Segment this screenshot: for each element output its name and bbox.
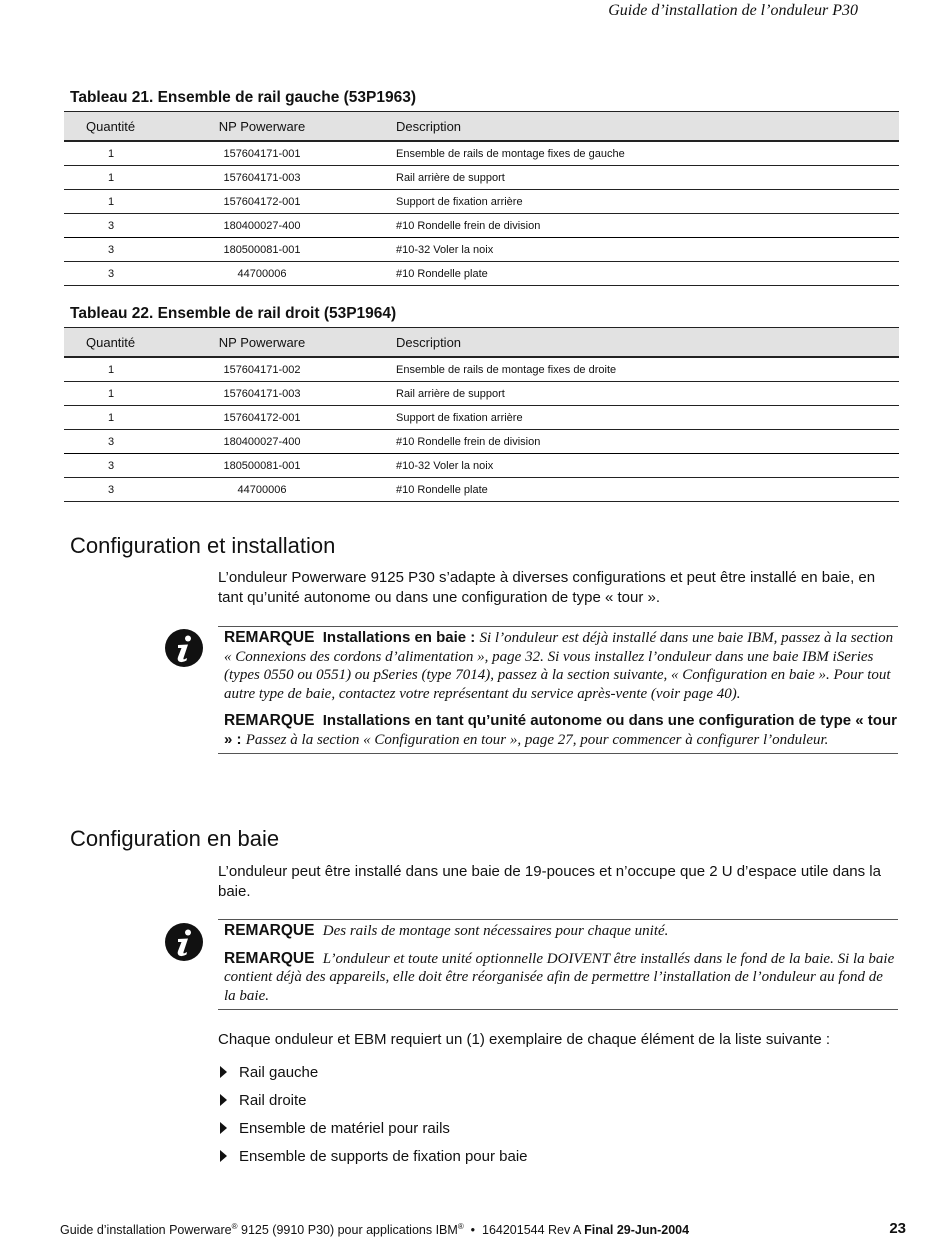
- note-lead: Installations en baie :: [322, 629, 476, 646]
- footer-text: Guide d’installation Powerware: [60, 1223, 232, 1238]
- note-standalone-installations: [224, 712, 898, 749]
- column-header-description: Description: [332, 112, 899, 142]
- cell-part-number: 157604172-001: [192, 406, 332, 430]
- table-21-body: [64, 141, 899, 286]
- list-intro: Chaque onduleur et EBM requiert un (1) exemplaire de chaque élément de la liste suivante :: [218, 1031, 831, 1048]
- running-header: Guide d’installation de l’onduleur P30: [608, 2, 858, 19]
- note-box-installation: [218, 626, 898, 754]
- cell-description: #10 Rondelle plate: [332, 262, 899, 286]
- column-header-quantity: Quantité: [64, 112, 192, 142]
- cell-quantity: 3: [64, 238, 192, 262]
- cell-part-number: 180500081-001: [192, 454, 332, 478]
- table-22-body: [64, 357, 899, 502]
- cell-quantity: 1: [64, 141, 192, 166]
- bullet-triangle-icon: [220, 1122, 227, 1134]
- table-row: [64, 190, 899, 214]
- cell-description: Rail arrière de support: [332, 382, 899, 406]
- column-header-part-number: NP Powerware: [192, 112, 332, 142]
- note-text: Si l’onduleur est déjà installé dans une baie IBM, passez à la section « Connexions des cordons d’alimentation », page 32. Si vous installez l’onduleur dans une baie IBM iSeries (types 0550 ou 0551) ou pSeries (type 7014), passez à la section suivante, « Configuration en baie ». Pour tout autre type de baie, contactez votre représentant du service après-vente (voir page 40).: [224, 630, 894, 702]
- footer-text: 9125 (9910 P30) pour applications IBM: [237, 1223, 458, 1238]
- section-heading-configuration-installation: Configuration et installation: [70, 533, 336, 558]
- table-22-title: Tableau 22. Ensemble de rail droit (53P1964): [70, 305, 397, 322]
- cell-quantity: 1: [64, 357, 192, 382]
- list-item-text: Rail gauche: [239, 1063, 319, 1081]
- note-keyword: REMARQUE: [224, 712, 315, 729]
- note-text: Des rails de montage sont nécessaires pour chaque unité.: [322, 923, 669, 939]
- cell-part-number: 157604171-003: [192, 382, 332, 406]
- list-item-text: Ensemble de supports de fixation pour baie: [239, 1147, 528, 1165]
- bullet-triangle-icon: [220, 1094, 227, 1106]
- column-header-part-number: NP Powerware: [192, 328, 332, 358]
- note-bottom-of-rack: [224, 950, 898, 1006]
- note-box-rack: [218, 919, 898, 1010]
- cell-quantity: 3: [64, 478, 192, 502]
- registered-mark: ®: [457, 1222, 464, 1231]
- table-row: [64, 214, 899, 238]
- cell-description: Rail arrière de support: [332, 166, 899, 190]
- section2-body: L’onduleur peut être installé dans une baie de 19-pouces et n’occupe que 2 U d’espace utile dans la baie.: [218, 863, 881, 900]
- cell-description: Support de fixation arrière: [332, 406, 899, 430]
- cell-description: Ensemble de rails de montage fixes de gauche: [332, 141, 899, 166]
- table-21: [64, 111, 899, 286]
- registered-mark: ®: [231, 1222, 238, 1231]
- list-item-text: Ensemble de matériel pour rails: [239, 1119, 450, 1137]
- list-item: [218, 1086, 528, 1114]
- table-row: [64, 238, 899, 262]
- note-text: L’onduleur et toute unité optionnelle DOIVENT être installés dans le fond de la baie. Si la baie contient déjà des appareils, elle doit être réorganisée afin de permettre l’installation de l’onduleur au fond de la baie.: [224, 950, 895, 1004]
- table-row: [64, 478, 899, 502]
- note-keyword: REMARQUE: [224, 949, 315, 967]
- table-row: [64, 166, 899, 190]
- cell-quantity: 1: [64, 166, 192, 190]
- note-mounting-rails: [224, 922, 898, 941]
- cell-part-number: 157604171-001: [192, 141, 332, 166]
- cell-description: #10-32 Voler la noix: [332, 454, 899, 478]
- cell-part-number: 157604171-002: [192, 357, 332, 382]
- cell-quantity: 3: [64, 454, 192, 478]
- bullet-triangle-icon: [220, 1066, 227, 1078]
- footer-doc-number: • 164201544 Rev A: [463, 1223, 585, 1238]
- table-row: [64, 357, 899, 382]
- page-footer: [60, 1222, 689, 1237]
- cell-quantity: 3: [64, 262, 192, 286]
- table-header-row: [64, 112, 899, 142]
- cell-quantity: 3: [64, 214, 192, 238]
- cell-part-number: 44700006: [192, 478, 332, 502]
- table-row: [64, 141, 899, 166]
- table-header-row: [64, 328, 899, 358]
- cell-description: #10 Rondelle plate: [332, 478, 899, 502]
- table-21-title: Tableau 21. Ensemble de rail gauche (53P1963): [70, 89, 417, 106]
- table-row: [64, 454, 899, 478]
- note-text: Passez à la section « Configuration en tour », page 27, pour commencer à configurer l’onduleur.: [245, 731, 829, 748]
- note-keyword: REMARQUE: [224, 922, 315, 939]
- cell-description: Support de fixation arrière: [332, 190, 899, 214]
- cell-description: #10-32 Voler la noix: [332, 238, 899, 262]
- table-row: [64, 262, 899, 286]
- table-row: [64, 382, 899, 406]
- list-item-text: Rail droite: [239, 1091, 307, 1109]
- note-keyword: REMARQUE: [224, 629, 315, 646]
- table-22: [64, 327, 899, 502]
- cell-description: Ensemble de rails de montage fixes de droite: [332, 357, 899, 382]
- cell-part-number: 157604171-003: [192, 166, 332, 190]
- column-header-description: Description: [332, 328, 899, 358]
- cell-part-number: 180400027-400: [192, 430, 332, 454]
- table-row: [64, 406, 899, 430]
- list-item: [218, 1114, 528, 1142]
- list-item: [218, 1142, 528, 1170]
- section-heading-configuration-en-baie: Configuration en baie: [70, 826, 280, 851]
- cell-quantity: 1: [64, 406, 192, 430]
- note-rack-installations: [224, 629, 898, 703]
- list-item: [218, 1058, 528, 1086]
- column-header-quantity: Quantité: [64, 328, 192, 358]
- table-row: [64, 430, 899, 454]
- bullet-triangle-icon: [220, 1150, 227, 1162]
- required-items-list: [218, 1058, 528, 1170]
- cell-part-number: 180400027-400: [192, 214, 332, 238]
- cell-quantity: 1: [64, 190, 192, 214]
- note-lead: Installations en tant qu’unité autonome ou dans une configuration de type « tour » :: [224, 712, 897, 748]
- cell-part-number: 157604172-001: [192, 190, 332, 214]
- cell-quantity: 3: [64, 430, 192, 454]
- cell-description: #10 Rondelle frein de division: [332, 214, 899, 238]
- cell-part-number: 180500081-001: [192, 238, 332, 262]
- info-icon: [164, 922, 204, 962]
- section1-body: L’onduleur Powerware 9125 P30 s’adapte à diverses configurations et peut être installé en baie, en tant qu’unité autonome ou dans une configuration de type « tour ».: [218, 569, 876, 606]
- cell-quantity: 1: [64, 382, 192, 406]
- info-icon: [164, 628, 204, 668]
- page-number: 23: [889, 1220, 906, 1237]
- footer-final-date: Final 29-Jun-2004: [584, 1223, 690, 1238]
- cell-part-number: 44700006: [192, 262, 332, 286]
- cell-description: #10 Rondelle frein de division: [332, 430, 899, 454]
